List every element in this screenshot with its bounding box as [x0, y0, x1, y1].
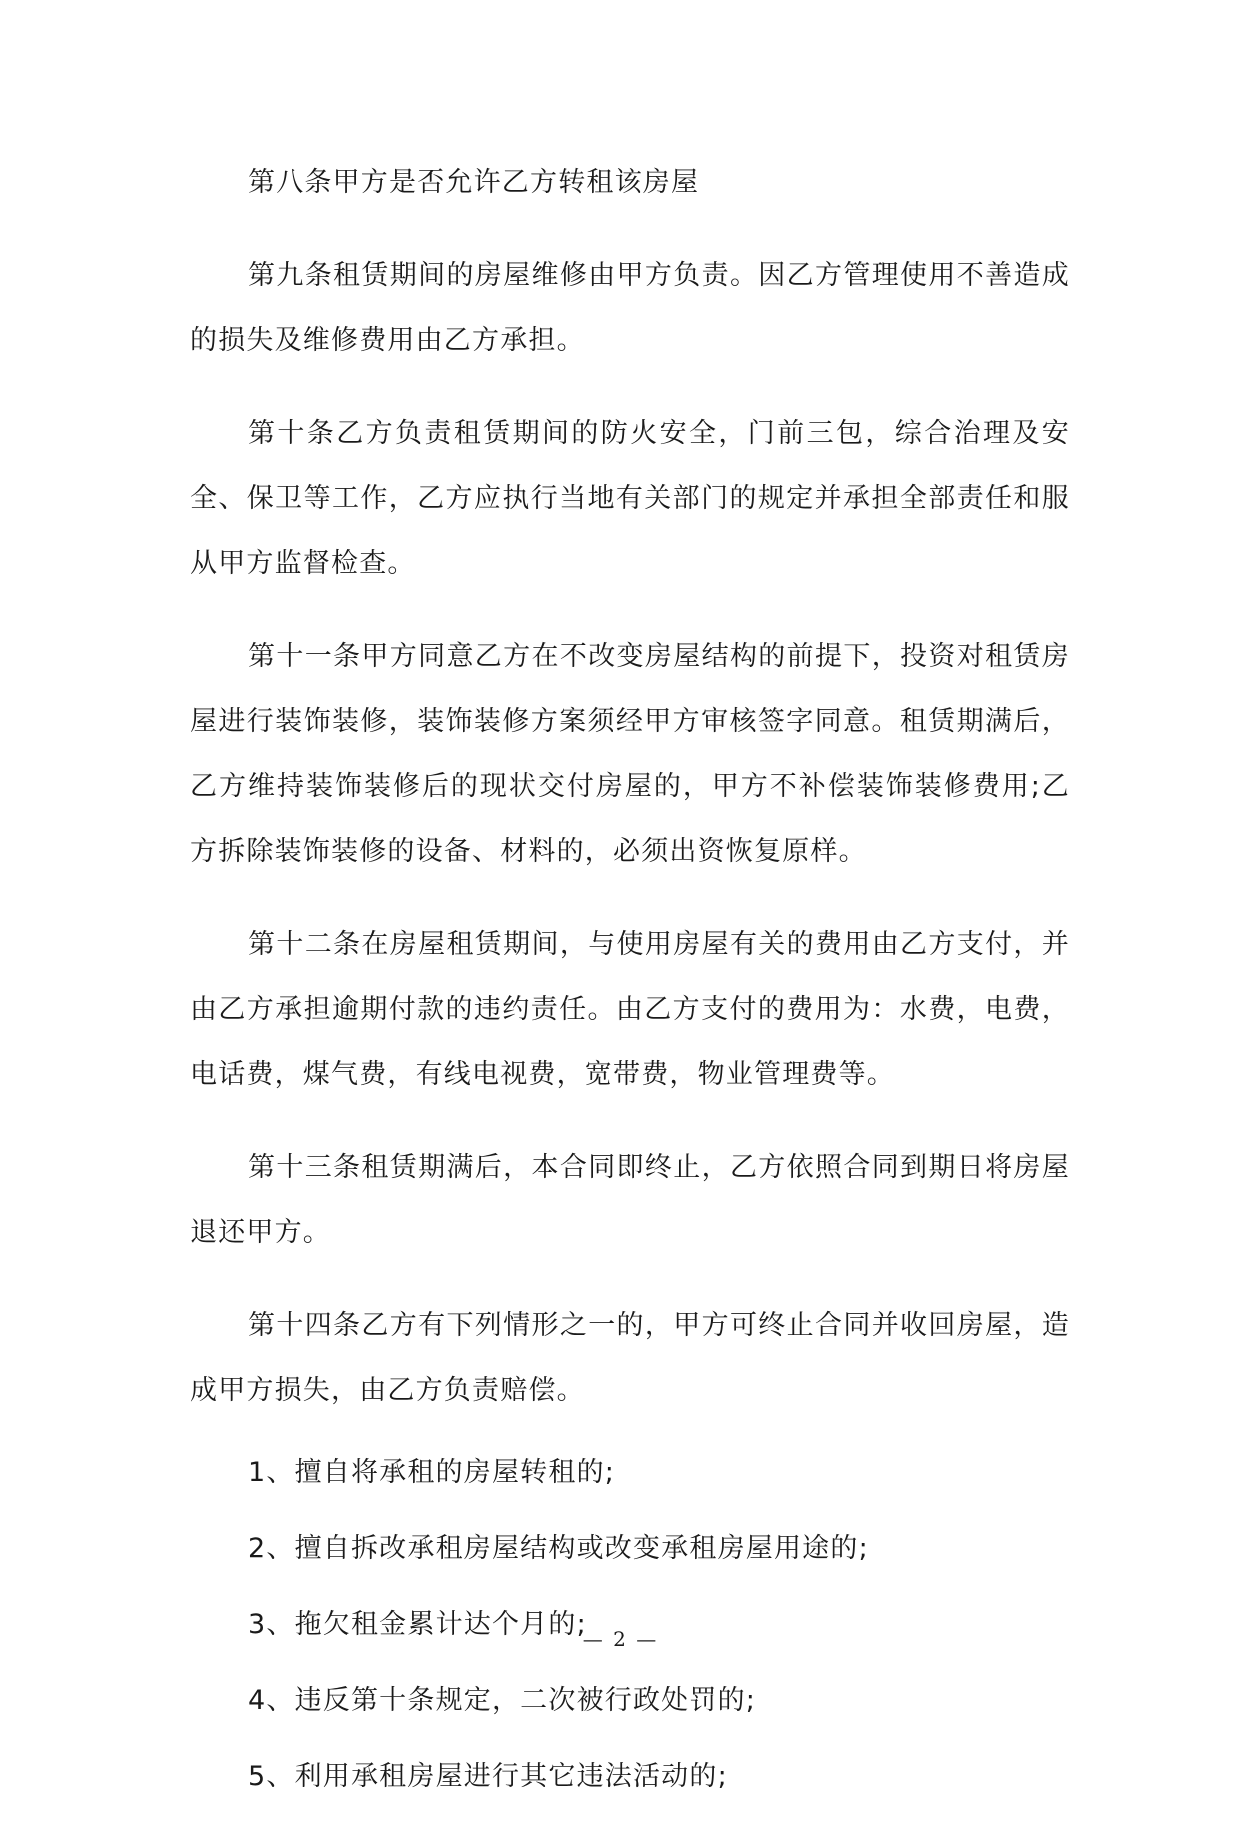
clause-8: 第八条甲方是否允许乙方转租该房屋 — [248, 167, 700, 198]
document-body — [190, 150, 1070, 1831]
clause-13: 第十三条租赁期满后，本合同即终止，乙方依照合同到期日将房屋退还甲方。 — [190, 1152, 1070, 1248]
page-number: — 2 — — [582, 1627, 659, 1651]
list-item: 2、擅自拆改承租房屋结构或改变承租房屋用途的; — [248, 1533, 869, 1564]
list-item: 5、利用承租房屋进行其它违法活动的; — [248, 1761, 728, 1792]
list-item: 3、拖欠租金累计达个月的; — [248, 1609, 587, 1640]
clause-10: 第十条乙方负责租赁期间的防火安全，门前三包，综合治理及安全、保卫等工作，乙方应执行当地有关部门的规定并承担全部责任和服从甲方监督检查。 — [190, 418, 1070, 579]
clause-9: 第九条租赁期间的房屋维修由甲方负责。因乙方管理使用不善造成的损失及维修费用由乙方承担。 — [190, 260, 1070, 356]
clause-14: 第十四条乙方有下列情形之一的，甲方可终止合同并收回房屋，造成甲方损失，由乙方负责赔偿。 — [190, 1310, 1070, 1406]
list-item: 4、违反第十条规定，二次被行政处罚的; — [248, 1685, 757, 1716]
clause-12: 第十二条在房屋租赁期间，与使用房屋有关的费用由乙方支付，并由乙方承担逾期付款的违约责任。由乙方支付的费用为：水费，电费，电话费，煤气费，有线电视费，宽带费，物业管理费等。 — [190, 929, 1070, 1090]
clause-11: 第十一条甲方同意乙方在不改变房屋结构的前提下，投资对租赁房屋进行装饰装修，装饰装修方案须经甲方审核签字同意。租赁期满后，乙方维持装饰装修后的现状交付房屋的，甲方不补偿装饰装修费用;乙方拆除装饰装修的设备、材料的，必须出资恢复原样。 — [190, 641, 1070, 867]
list-item: 1、擅自将承租的房屋转租的; — [248, 1457, 616, 1488]
